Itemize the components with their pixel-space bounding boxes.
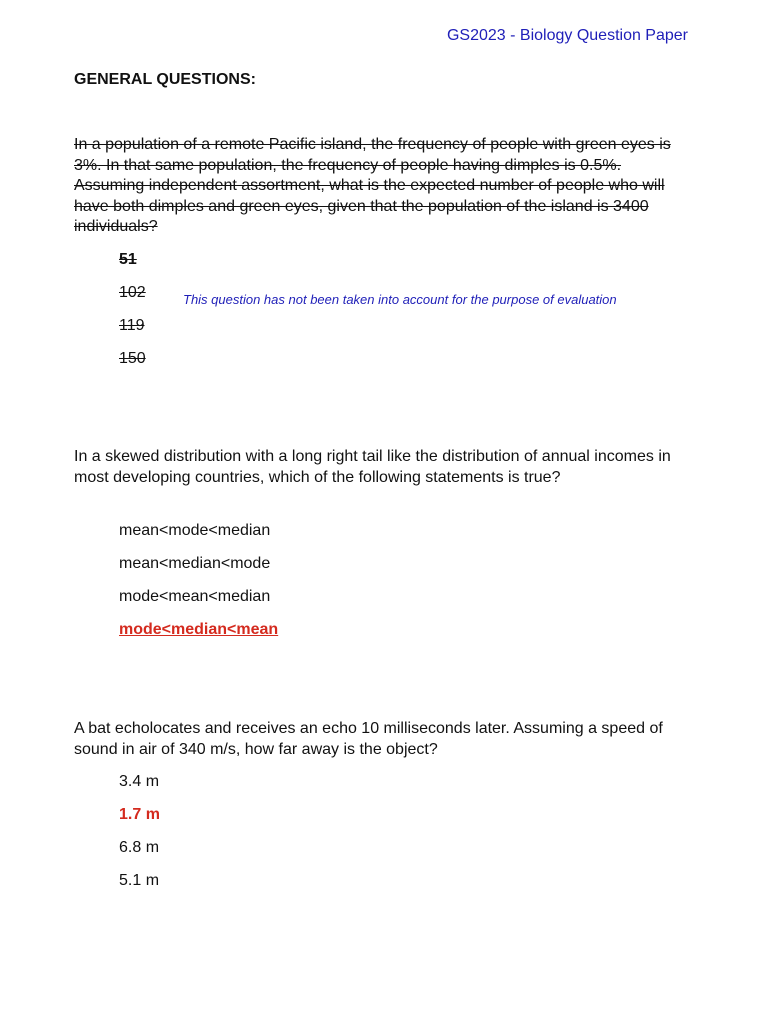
question-3-option-d: 5.1 m	[119, 872, 160, 889]
page-header-title: GS2023 - Biology Question Paper	[446, 27, 688, 44]
question-2-option-c: mode<mean<median	[119, 588, 271, 605]
question-1-option-d: 150	[119, 350, 146, 367]
question-1-option-a: 51	[119, 251, 137, 268]
evaluation-note: This question has not been taken into account for the purpose of evaluation	[183, 292, 617, 307]
question-3-option-b-correct: 1.7 m	[119, 806, 160, 823]
question-2-option-d-correct: mode<median<mean	[119, 621, 279, 638]
question-1-option-c: 119	[119, 317, 145, 334]
question-2-option-b: mean<median<mode	[119, 555, 271, 572]
section-heading: GENERAL QUESTIONS:	[74, 71, 256, 88]
question-2-text: In a skewed distribution with a long right tail like the distribution of annual incomes in most developing countries, which of the following statements is true?	[74, 448, 671, 486]
question-3-text: A bat echolocates and receives an echo 10 milliseconds later. Assuming a speed of sound in air of 340 m/s, how far away is the object?	[74, 720, 663, 758]
question-1-option-b: 102	[119, 284, 146, 301]
question-3-option-a: 3.4 m	[119, 773, 160, 790]
question-3-option-c: 6.8 m	[119, 839, 160, 856]
question-2-option-a: mean<mode<median	[119, 522, 271, 539]
question-1-text: In a population of a remote Pacific island, the frequency of people with green eyes is 3%. In that same population, the frequency of people having dimples is 0.5%. Assuming independent assortment, what is the expected number of people who will have both dimples and green eyes, given that the population of the island is 3400 individuals?	[74, 136, 671, 235]
